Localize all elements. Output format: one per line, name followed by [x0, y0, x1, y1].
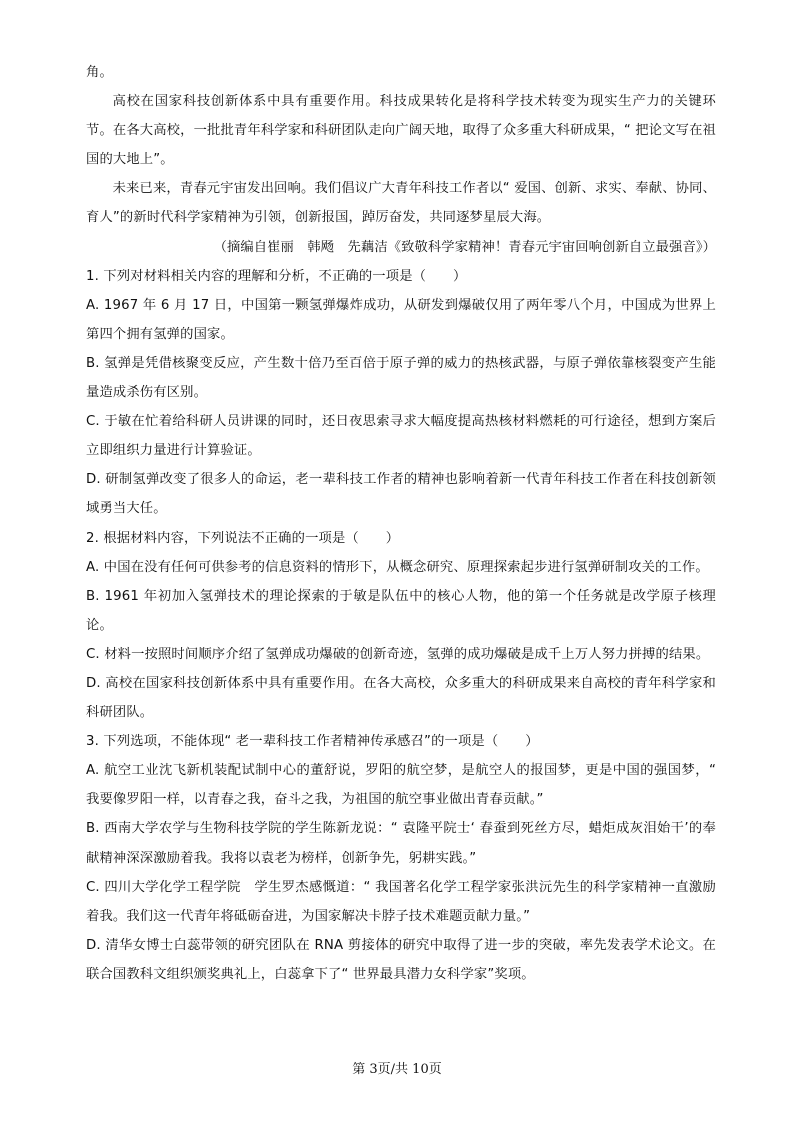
question-stem: 3. 下列选项，不能体现“ 老一辈科技工作者精神传承感召”的一项是（ ）	[86, 734, 539, 750]
question-option: C. 于敏在忙着给科研人员讲课的同时，还日夜思索寻求大幅度提高热核材料燃耗的可行途径，想到方案后立即组织力量进行计算验证。	[86, 414, 716, 459]
question-2	[86, 524, 716, 728]
passage-paragraph-0: 角。	[86, 65, 113, 80]
question-option: B. 1961 年初加入氢弹技术的理论探索的于敏是队伍中的核心人物，他的第一个任务就是改学原子核理论。	[86, 588, 716, 633]
question-option: A. 中国在没有任何可供参考的信息资料的情形下，从概念研究、原理探索起步进行氢弹研制攻关的工作。	[86, 559, 709, 575]
question-stem: 2. 根据材料内容，下列说法不正确的一项是（ ）	[86, 530, 400, 546]
question-option: D. 研制氢弹改变了很多人的命运，老一辈科技工作者的精神也影响着新一代青年科技工作者在科技创新领域勇当大任。	[86, 472, 716, 517]
question-stem: 1. 下列对材料相关内容的理解和分析，不正确的一项是（ ）	[86, 268, 467, 284]
page-number: 第 3页/共 10页	[352, 1062, 442, 1077]
question-option: B. 西南大学农学与生物科技学院的学生陈新龙说：“ 袁隆平院士‘ 春蚕到死丝方尽，蜡炬成灰泪始干’的奉献精神深深激励着我。我将以袁老为榜样，创新争先，躬耕实践。”	[86, 821, 716, 866]
question-option: C. 四川大学化学工程学院 学生罗杰感慨道：“ 我国著名化学工程学家张洪沅先生的科学家精神一直激励着我。我们这一代青年将砥砺奋进，为国家解决卡脖子技术难题贡献力量。”	[86, 879, 716, 924]
question-option: C. 材料一按照时间顺序介绍了氢弹成功爆破的创新奇迹，氢弹的成功爆破是成千上万人努力拼搏的结果。	[86, 646, 710, 662]
question-option: D. 清华女博士白蕊带领的研究团队在 RNA 剪接体的研究中取得了进一步的突破，率先发表学术论文。在联合国教科文组织颁奖典礼上，白蕊拿下了“ 世界最具潜力女科学家”奖项。	[86, 937, 716, 982]
page-content	[86, 58, 716, 989]
question-option: A. 1967 年 6 月 17 日，中国第一颗氢弹爆炸成功，从研发到爆破仅用了两年零八个月，中国成为世界上第四个拥有氢弹的国家。	[86, 297, 716, 342]
question-option: A. 航空工业沈飞新机装配试制中心的董舒说，罗阳的航空梦，是航空人的报国梦，更是中国的强国梦，“ 我要像罗阳一样，以青春之我，奋斗之我，为祖国的航空事业做出青春贡献。”	[86, 763, 716, 808]
passage-paragraph-1: 高校在国家科技创新体系中具有重要作用。科技成果转化是将科学技术转变为现实生产力的关键环节。在各大高校，一批批青年科学家和科研团队走向广阔天地，取得了众多重大科研成果，“ 把论文写在祖国的大地上”。	[86, 94, 716, 168]
passage-source: （摘编自崔丽 韩飏 先藕洁《致敬科学家精神！青春元宇宙回响创新自立最强音》）	[213, 239, 716, 255]
question-option: B. 氢弹是凭借核聚变反应，产生数十倍乃至百倍于原子弹的威力的热核武器，与原子弹依靠核裂变产生能量造成杀伤有区别。	[86, 355, 716, 401]
question-option: D. 高校在国家科技创新体系中具有重要作用。在各大高校，众多重大的科研成果来自高校的青年科学家和科研团队。	[86, 675, 716, 721]
question-1	[86, 262, 716, 524]
passage-paragraph-2: 未来已来，青春元宇宙发出回响。我们倡议广大青年科技工作者以“ 爱国、创新、求实、奉献、协同、育人”的新时代科学家精神为引领，创新报国，踔厉奋发，共同逐梦星辰大海。	[86, 181, 716, 226]
question-3	[86, 727, 716, 989]
